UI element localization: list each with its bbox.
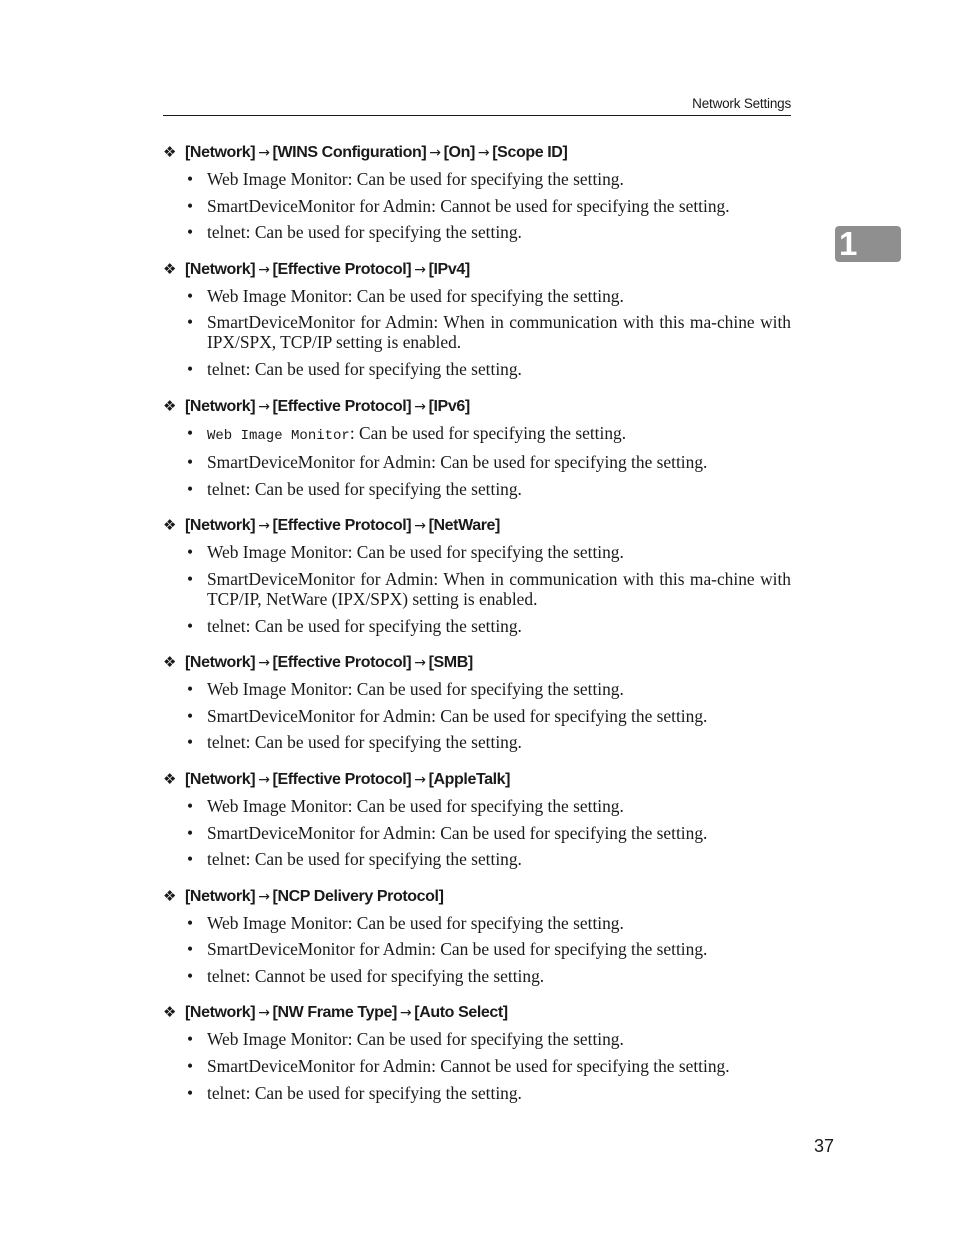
support-status: : Can be used for specifying the setting. [431,705,708,726]
diamond-bullet-icon: ❖ [163,887,177,905]
menu-path-item: [NW Frame Type] [272,1004,397,1022]
bullet-dot-icon: • [187,195,194,216]
tool-name: Web Image Monitor [207,427,350,444]
tool-name: Web Image Monitor [207,169,348,189]
tool-name: SmartDeviceMonitor for Admin [207,195,432,216]
menu-path-item: [Network] [185,1004,256,1022]
list-item [163,569,791,609]
support-status: : Can be used for specifying the setting. [347,169,624,189]
settings-section [163,396,791,516]
list-item [163,823,791,843]
chapter-tab [835,226,901,262]
heading-path [185,886,444,908]
menu-path-item: [Network] [185,144,256,161]
right-arrow-icon: → [258,1005,270,1022]
bullet-list [163,423,791,499]
list-item [163,679,791,699]
bullet-list [163,1029,791,1102]
settings-section [163,769,791,886]
menu-path-item: [IPv4] [428,260,470,278]
tool-name: telnet [207,478,246,499]
tool-name: telnet [207,222,246,243]
menu-path-item: [On] [443,144,475,161]
bullet-list [163,169,791,242]
tool-name: Web Image Monitor [207,795,348,816]
section-heading [163,886,791,908]
list-item [163,286,791,306]
list-item [163,913,791,933]
list-item [163,479,791,499]
list-item [163,312,791,352]
bullet-dot-icon: • [187,912,194,933]
list-item [163,939,791,959]
tool-name: SmartDeviceMonitor for Admin [207,705,432,726]
list-item [163,196,791,216]
menu-path-item: [Auto Select] [414,1004,508,1022]
list-item [163,169,791,189]
support-status: : Can be used for specifying the setting. [347,285,624,306]
bullet-list [163,286,791,379]
tool-name: SmartDeviceMonitor for Admin [207,312,434,333]
support-status: : Can be used for specifying the setting. [431,452,708,473]
bullet-list [163,796,791,869]
tool-name: telnet [207,965,246,986]
right-arrow-icon: → [414,771,426,788]
section-heading [163,769,791,791]
right-arrow-icon: → [414,655,426,672]
list-item [163,1083,791,1103]
menu-path-item: [Network] [185,770,256,788]
bullet-dot-icon: • [187,358,194,379]
tool-name: telnet [207,615,246,636]
tool-name: Web Image Monitor [207,1029,348,1050]
section-heading [163,1002,791,1024]
list-item [163,849,791,869]
right-arrow-icon: → [399,1005,412,1022]
right-arrow-icon: → [258,398,270,415]
section-spacer [163,876,791,886]
diamond-bullet-icon: ❖ [163,654,177,672]
settings-section [163,1002,791,1102]
support-status: : Can be used for specifying the setting. [431,822,708,843]
menu-path-item: [Effective Protocol] [272,770,412,788]
right-arrow-icon: → [258,888,270,905]
bullet-dot-icon: • [187,679,194,700]
heading-path [185,259,470,281]
list-item [163,732,791,752]
tool-name: SmartDeviceMonitor for Admin [207,939,432,960]
heading-path [185,396,470,418]
heading-path [185,515,500,537]
list-item [163,966,791,986]
support-status: : Can be used for specifying the setting. [347,912,624,933]
right-arrow-icon: → [429,145,441,161]
tool-name: telnet [207,1082,246,1103]
section-heading [163,515,791,537]
right-arrow-icon: → [258,771,270,788]
menu-path-item: [AppleTalk] [428,770,511,788]
menu-path-item: [Network] [185,887,256,905]
bullet-list [163,913,791,986]
header-rule [163,115,791,116]
chapter-number: 1 [839,225,858,262]
support-status: : Can be used for specifying the setting. [245,478,522,499]
diamond-bullet-icon: ❖ [163,517,177,535]
bullet-list [163,679,791,752]
section-spacer [163,386,791,396]
support-status: : Can be used for specifying the setting. [245,358,522,379]
section-spacer [163,992,791,1002]
bullet-list [163,542,791,635]
list-item [163,359,791,379]
bullet-dot-icon: • [187,169,194,189]
settings-section [163,652,791,769]
diamond-bullet-icon: ❖ [163,144,177,161]
menu-path-item: [Scope ID] [492,144,568,161]
menu-path-item: [Network] [185,260,256,278]
diamond-bullet-icon: ❖ [163,260,177,278]
menu-path-item: [WINS Configuration] [272,144,427,161]
support-status: : Can be used for specifying the setting. [347,679,624,700]
bullet-dot-icon: • [187,795,194,816]
heading-path [185,142,567,164]
menu-path-item: [IPv6] [428,397,470,415]
right-arrow-icon: → [477,145,490,161]
support-status: : Cannot be used for specifying the setting. [431,1056,730,1077]
bullet-dot-icon: • [187,568,194,589]
tool-name: telnet [207,358,246,379]
right-arrow-icon: → [258,518,270,535]
bullet-dot-icon: • [187,422,194,443]
support-status: : Can be used for specifying the setting. [347,795,624,816]
list-item [163,222,791,242]
right-arrow-icon: → [414,398,426,415]
bullet-dot-icon: • [187,222,194,243]
page-content [163,142,791,1109]
heading-path [185,769,510,791]
bullet-dot-icon: • [187,285,194,306]
tool-name: Web Image Monitor [207,912,348,933]
settings-section [163,515,791,652]
tool-name: SmartDeviceMonitor for Admin [207,452,432,473]
right-arrow-icon: → [258,261,270,278]
tool-name: SmartDeviceMonitor for Admin [207,822,432,843]
bullet-dot-icon: • [187,452,194,473]
running-header: Network Settings [692,96,791,111]
bullet-dot-icon: • [187,849,194,870]
heading-path [185,652,473,674]
right-arrow-icon: → [258,145,270,161]
bullet-dot-icon: • [187,1082,194,1103]
support-status: : Can be used for specifying the setting. [347,1029,624,1050]
settings-section [163,886,791,1003]
list-item [163,1056,791,1076]
bullet-dot-icon: • [187,705,194,726]
bullet-dot-icon: • [187,822,194,843]
diamond-bullet-icon: ❖ [163,1004,177,1022]
support-status: : Can be used for specifying the setting. [431,939,708,960]
settings-section [163,142,791,259]
section-heading [163,396,791,418]
support-status: : Can be used for specifying the setting. [245,1082,522,1103]
menu-path-item: [Effective Protocol] [272,397,412,415]
tool-name: SmartDeviceMonitor for Admin [207,1056,432,1077]
heading-path [185,1002,508,1024]
bullet-dot-icon: • [187,1029,194,1050]
menu-path-item: [Effective Protocol] [272,654,412,672]
tool-name: telnet [207,849,246,870]
section-heading [163,652,791,674]
bullet-dot-icon: • [187,478,194,499]
diamond-bullet-icon: ❖ [163,770,177,788]
bullet-dot-icon: • [187,1056,194,1077]
section-spacer [163,759,791,769]
tool-name: telnet [207,732,246,753]
right-arrow-icon: → [414,261,426,278]
support-status: : Cannot be used for specifying the setting. [431,195,730,216]
bullet-dot-icon: • [187,615,194,636]
list-item [163,542,791,562]
section-spacer [163,249,791,259]
right-arrow-icon: → [258,655,270,672]
tool-name: Web Image Monitor [207,285,348,306]
list-item [163,423,791,446]
tool-name: SmartDeviceMonitor for Admin [207,568,434,589]
menu-path-item: [Effective Protocol] [272,260,412,278]
support-status: : Cannot be used for specifying the setting. [245,965,545,986]
list-item [163,616,791,636]
section-heading [163,142,791,164]
menu-path-item: [SMB] [428,654,473,672]
support-status: : When in communication with this ma-chine with IPX/SPX, TCP/IP setting is enabled. [207,312,791,353]
menu-path-item: [NetWare] [428,517,500,535]
bullet-dot-icon: • [187,312,194,333]
bullet-dot-icon: • [187,939,194,960]
section-spacer [163,505,791,515]
menu-path-item: [Effective Protocol] [272,517,412,535]
tool-name: Web Image Monitor [207,542,348,563]
support-status: : Can be used for specifying the setting. [349,422,627,443]
list-item [163,706,791,726]
right-arrow-icon: → [414,518,426,535]
page-number: 37 [813,1136,834,1156]
section-spacer [163,642,791,652]
support-status: : Can be used for specifying the setting. [347,542,624,563]
menu-path-item: [Network] [185,397,256,415]
support-status: : Can be used for specifying the setting. [245,849,522,870]
bullet-dot-icon: • [187,732,194,753]
support-status: : Can be used for specifying the setting. [245,615,522,636]
menu-path-item: [NCP Delivery Protocol] [272,887,444,905]
menu-path-item: [Network] [185,654,256,672]
support-status: : Can be used for specifying the setting. [245,222,522,243]
list-item [163,452,791,472]
section-heading [163,259,791,281]
menu-path-item: [Network] [185,517,256,535]
list-item [163,1029,791,1049]
settings-section [163,259,791,396]
support-status: : Can be used for specifying the setting. [245,732,522,753]
diamond-bullet-icon: ❖ [163,397,177,415]
bullet-dot-icon: • [187,965,194,986]
support-status: : When in communication with this ma-chine with TCP/IP, NetWare (IPX/SPX) setting is enabled. [207,568,791,609]
list-item [163,796,791,816]
bullet-dot-icon: • [187,542,194,563]
tool-name: Web Image Monitor [207,679,348,700]
